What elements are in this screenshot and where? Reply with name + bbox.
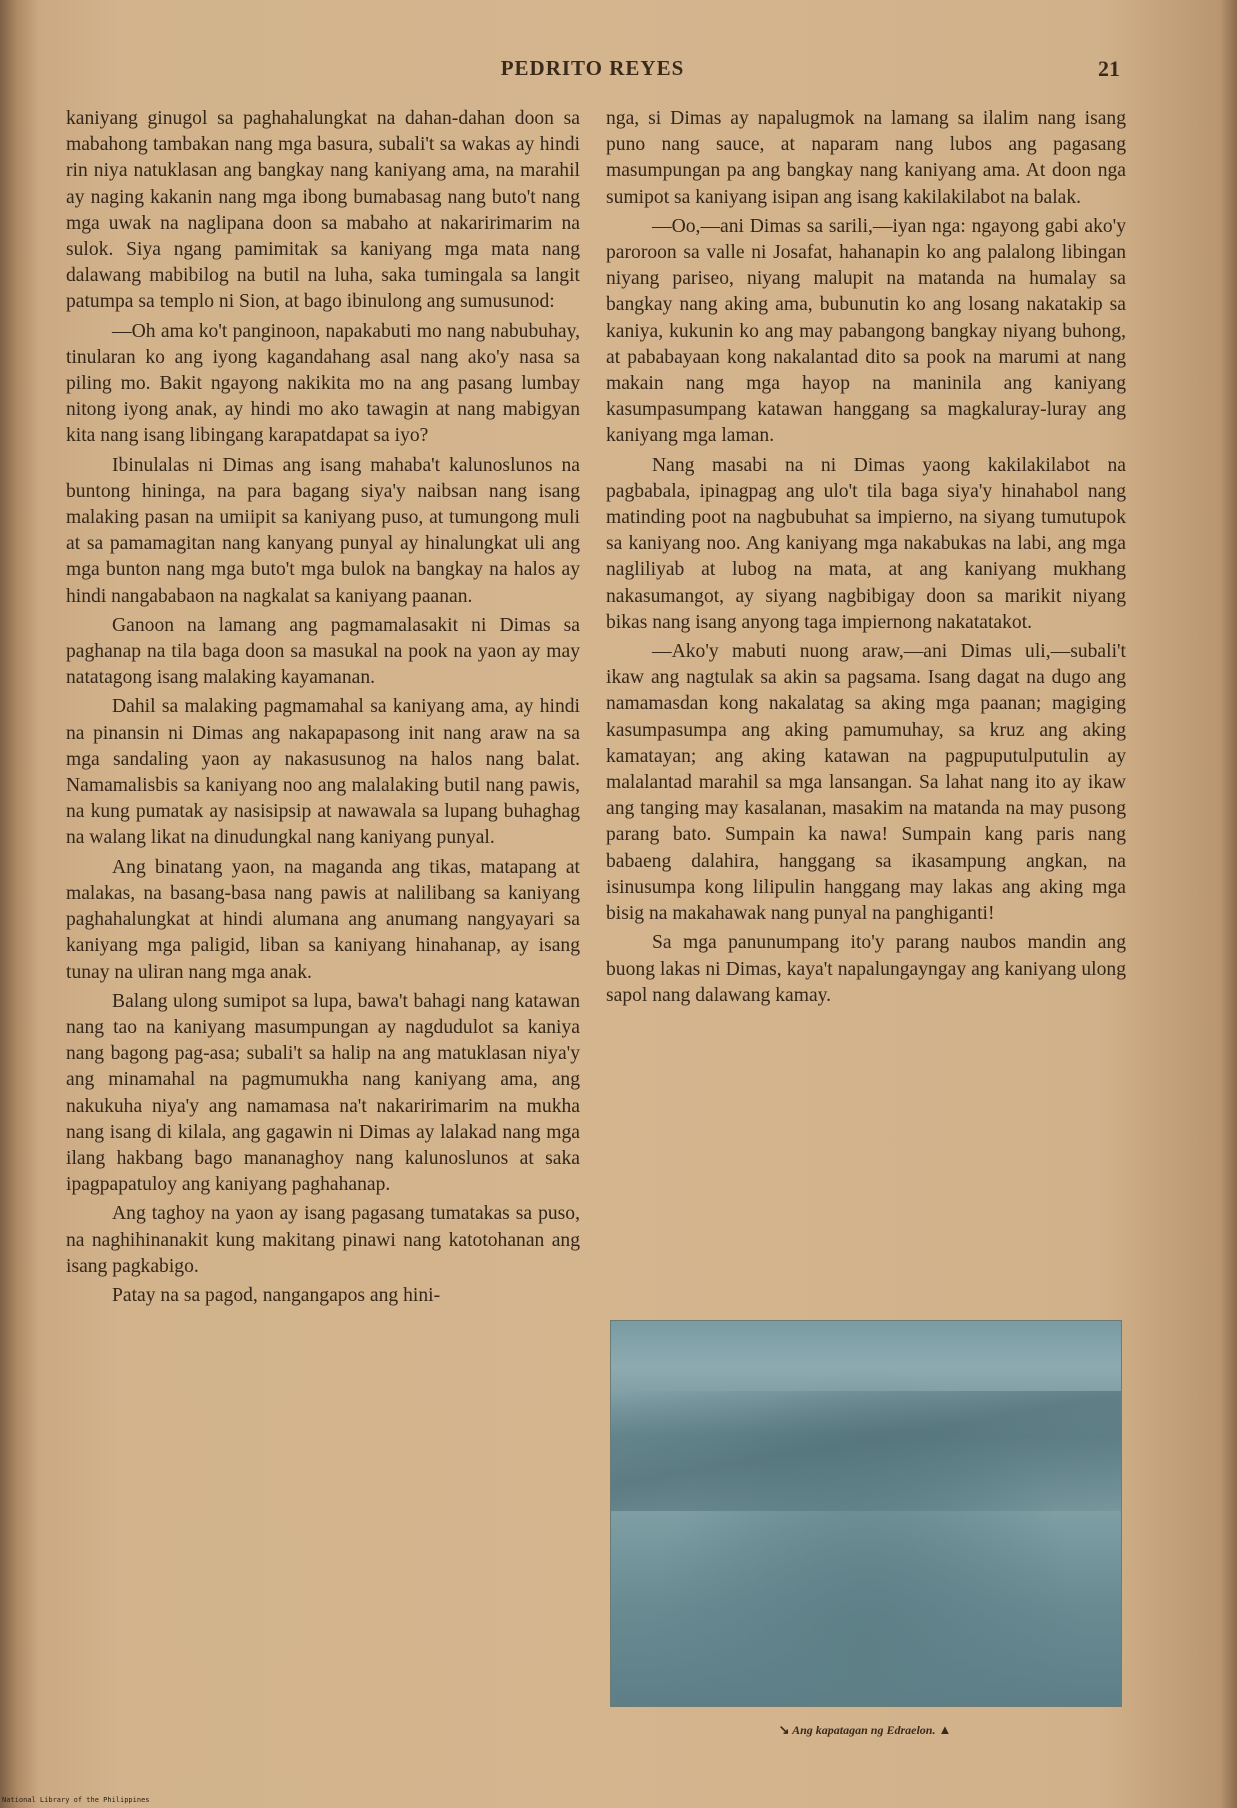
paragraph: kaniyang ginugol sa paghahalungkat na dahan-dahan doon sa mabahong tambakan nang mga basura, subali't sa wakas ay hindi rin niya natuklasan ang bangkay nang kaniyang ama, na marahil ay naging kakanin nang mga ibong bumabasag nang buto't nang mga uwak na naglipana doon sa mabaho at nakaririmarim na sulok. Siya ngang pamimitak sa kaniyang mga mata nang dalawang mabibilog na butil na luha, saka tumingala sa langit patumpa sa templo ni Sion, at bago ibinulong ang sumusunod: bbox=[66, 108, 580, 313]
footer-note: National Library of the Philippines bbox=[2, 1796, 150, 1804]
paragraph: Ang binatang yaon, na maganda ang tikas, matapang at malakas, na basang-basa nang pawis at nalilibang sa kaniyang paghahalungkat at hindi alumana ang anumang nangyayari sa kaniyang mga paligid, liban sa kaniyang hinahanap, ay isang tunay na uliran nang mga anak. bbox=[66, 856, 580, 983]
paragraph: Nang masabi na ni Dimas yaong kakilakilabot na pagbabala, ipinagpag ang ulo't tila baga siya'y hinahabol nang matinding poot na nagbubuhat sa impierno, na siyang tumutupok sa kaniyang noo. Ang kaniyang mga nakabukas na labi, ang mga nagliliyab at lubog na mata, at ang kaniyang mukhang nakasumangot, ay siyang nagbibigay doon sa marikit niyang bikas nang isang anyong taga impiernong nakatatakot. bbox=[606, 454, 1126, 633]
paragraph: Dahil sa malaking pagmamahal sa kaniyang ama, ay hindi na pinansin ni Dimas ang nakapapasong init nang araw na sa mga sandaling yaon ay nakasusunog na halos nang balat. Namamalisbis sa kaniyang noo ang malalaking butil nang pawis, na kung pumatak ay nasisipsip at nawawala sa lupang buhaghag na walang likat na dinudungkal nang kaniyang punyal. bbox=[66, 696, 580, 849]
right-column bbox=[606, 106, 1126, 1012]
paragraph: Balang ulong sumipot sa lupa, bawa't bahagi nang katawan nang tao na kaniyang masumpungan ay nagdudulot sa kaniya nang bagong pag-asa; subali't sa halip na ang matuklasan niya'y ang minamahal na pagmumukha nang kaniyang ama, ang nakukuha niya'y ang namamasa na't nakaririmarim na mukha nang isang di kilala, ang gagawin ni Dimas ay lalakad nang mga ilang hakbang bago mananaghoy nang kalunoslunos at saka ipagpapatuloy ang kaniyang paghahanap. bbox=[66, 990, 580, 1196]
paragraph: —Oo,—ani Dimas sa sarili,—iyan nga: ngayong gabi ako'y paroroon sa valle ni Josafat, hahanapin ko ang palalong libingan niyang pariseo, niyang malupit na matanda na humalay sa bangkay nang aking ama, bubunutin ko ang losang nakatakip sa kaniya, kukunin ko ang may pabangong bangkay niyang buhong, at pababayaan kong nakalantad dito sa pook na marumi at nang makain nang mga hayop na maninila ang kaniyang kasumpasumpang katawan hanggang sa magkaluray-luray ang kaniyang mga laman. bbox=[606, 215, 1126, 447]
page-header bbox=[0, 56, 1237, 86]
figure-caption-row bbox=[610, 1722, 1120, 1738]
paragraph: Ganoon na lamang ang pagmamalasakit ni Dimas sa paghanap na tila baga doon sa masukal na pook na yaon ay may natatagong isang malaking kayamanan. bbox=[66, 614, 580, 689]
figure-caption: Ang kapatagan ng Edraelon. bbox=[792, 1723, 936, 1737]
paragraph: nga, si Dimas ay napalugmok na lamang sa ilalim nang isang puno nang sauce, at naparam nang lubos ang pagasang masumpungan pa ang bangkay nang kaniyang ama. At doon nga sumipot sa kaniyang isipan ang isang kakilakilabot na balak. bbox=[606, 108, 1126, 208]
caption-arrow-left-icon: ↘ bbox=[778, 1722, 790, 1737]
caption-triangle-icon: ▲ bbox=[938, 1722, 952, 1737]
paragraph: Patay na sa pagod, nangangapos ang hini- bbox=[112, 1284, 441, 1306]
paragraph: —Oh ama ko't panginoon, napakabuti mo nang nabubuhay, tinularan ko ang iyong kagandahang asal nang ako'y nasa sa piling mo. Bakit ngayong nakikita mo na ang pasang lumbay nitong iyong anak, ay hindi mo ako tawagin at nang mabigyan kita nang isang libingang karapatdapat sa iyo? bbox=[66, 320, 580, 447]
page-number: 21 bbox=[1098, 56, 1120, 81]
photo-hill-shading bbox=[611, 1391, 1121, 1511]
paragraph: Ang taghoy na yaon ay isang pagasang tumatakas sa puso, na naghihinanakit kung makitang pinawi nang katotohanan ang isang pagkabigo. bbox=[66, 1203, 580, 1277]
left-column bbox=[66, 106, 580, 1312]
running-title: PEDRITO REYES bbox=[500, 56, 685, 80]
paragraph: —Ako'y mabuti nuong araw,—ani Dimas uli,—subali't ikaw ang nagtulak sa akin sa pagsama. Isang dagat na dugo ang namamasdan kong nakalatag sa aking mga paanan; magiging kasumpasumpa ang aking pamumuhay, sa kruz ang aking kamatayan; ang aking katawan na pagpuputulputulin ay malalantad marahil sa mga lansangan. Sa lahat nang ito ay ikaw ang tanging may kasalanan, masakim na matanda na may pusong parang bato. Sumpain ka nawa! Sumpain kang paris nang babaeng dalahira, hanggang sa ikasampung angkan, na isinusumpa kong lilipulin hanggang may lakas ang aking mga bisig na makahawak nang punyal na panghiganti! bbox=[606, 641, 1126, 925]
paragraph: Sa mga panunumpang ito'y parang naubos mandin ang buong lakas ni Dimas, kaya't napalungayngay ang kaniyang ulong sapol nang dalawang kamay. bbox=[606, 932, 1126, 1006]
landscape-photo bbox=[610, 1320, 1122, 1707]
paragraph: Ibinulalas ni Dimas ang isang mahaba't kalunoslunos na buntong hininga, na para bagang siya'y naibsan nang isang malaking pasan na umiipit sa kaniyang puso, at tumungong muli at sa pamamagitan nang kanyang punyal ay hinalungkat uli ang mga bunton nang mga buto't mga bulok na bangkay na halos ay hindi nangababaon na nagkalat sa kaniyang paanan. bbox=[66, 454, 580, 607]
